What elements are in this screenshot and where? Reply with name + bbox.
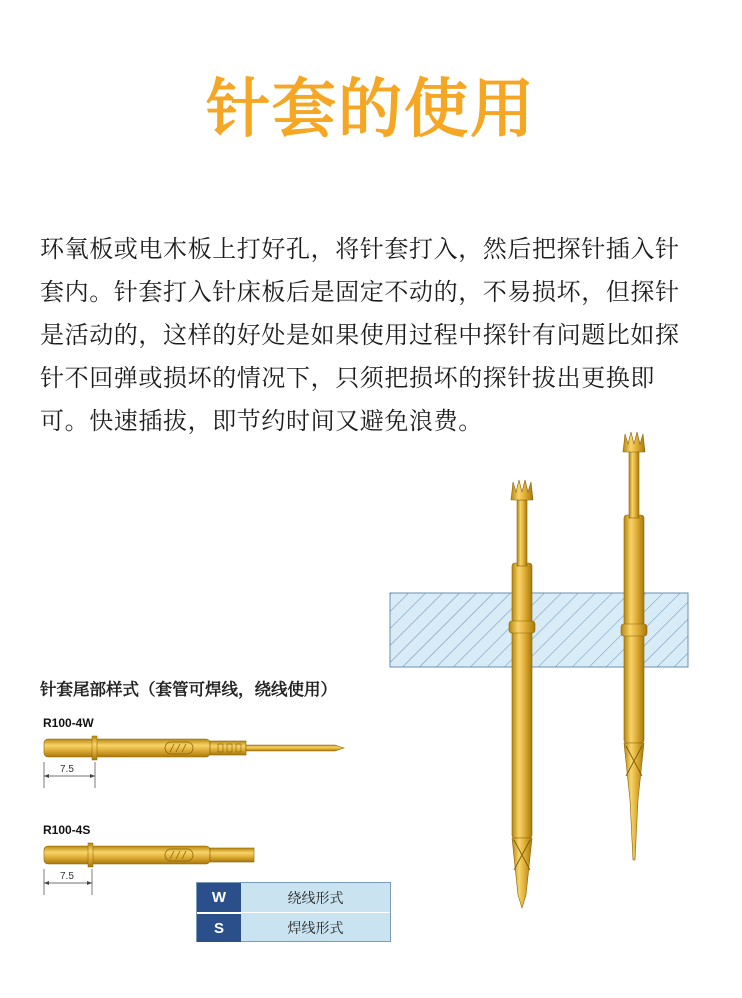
legend-row-w — [197, 883, 390, 912]
legend-code-w: W — [197, 883, 241, 912]
probe-right — [621, 432, 647, 860]
description-paragraph: 环氧板或电木板上打好孔，将针套打入，然后把探针插入针套内。针套打入针床板后是固定不动的，不易损坏，但探针是活动的，这样的好处是如果使用过程中探针有问题比如探针不回弹或损坏的情况下，只须把损坏的探针拔出更换即可。快速插拔，即节约时间又避免浪费。 — [40, 235, 680, 435]
dimension-4s: 7.5 — [60, 871, 74, 882]
section-heading: 针套尾部样式（套管可焊线，绕线使用） — [40, 680, 337, 699]
legend-code-s: S — [197, 913, 241, 942]
probe-left — [509, 480, 535, 908]
receptacle-4w — [44, 736, 344, 788]
model-label-4w: R100-4W — [43, 716, 94, 730]
legend-table — [196, 882, 391, 942]
legend-text-w: 绕线形式 — [287, 890, 344, 907]
legend-text-s: 焊线形式 — [287, 920, 344, 937]
model-label-4s: R100-4S — [43, 823, 91, 837]
dimension-4w: 7.5 — [60, 764, 74, 775]
legend-row-s — [197, 912, 390, 942]
page-title: 针套的使用 — [206, 73, 536, 147]
